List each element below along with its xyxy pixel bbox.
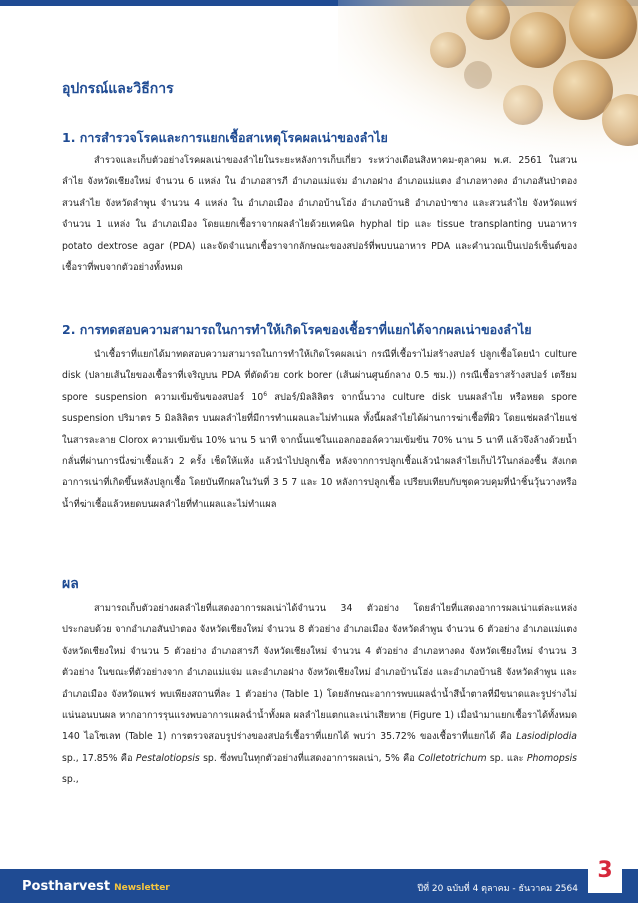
exponent-superscript: 6 — [263, 390, 268, 398]
results-paragraph — [62, 598, 577, 791]
newsletter-label: Newsletter — [114, 883, 170, 893]
results-text-sep3: sp. และ — [486, 752, 527, 764]
results-text-sep1: sp., 17.85% คือ — [62, 752, 136, 764]
results-text-sep4: sp., — [62, 774, 79, 786]
genus-colletotrichum: Colletotrichum — [418, 752, 487, 764]
genus-pestalotiopsis: Pestalotiopsis — [135, 752, 200, 764]
page-number: 3 — [588, 847, 622, 893]
results-text-sep2: sp. ซึ่งพบในทุกตัวอย่างที่แสดงอาการผลเน่า, 5% คือ — [199, 752, 419, 764]
subsection-2-title: 2. การทดสอบความสามารถในการทำให้เกิดโรคของเชื้อราที่แยกได้จากผลเน่าของลำไย — [62, 322, 532, 337]
genus-phomopsis: Phomopsis — [526, 752, 577, 764]
brand-name: Postharvest — [22, 879, 111, 894]
section-heading-results: ผล — [62, 576, 79, 592]
section-heading-methods: อุปกรณ์และวิธีการ — [62, 81, 174, 97]
subsection-1-paragraph: สำรวจและเก็บตัวอย่างโรคผลเน่าของลำไยในระยะหลังการเก็บเกี่ยว ระหว่างเดือนสิงหาคม-ตุลาคม พ.ศ. 2561 ในสวนลำไย จังหวัดเชียงใหม่ จำนวน 6 แหล่ง ใน อำเภอสารภี อำเภอแม่แจ่ม อำเภอฝาง อำเภอแม่แตง อำเภอหางดง อำเภอสันป่าตอง สวนลำไย จังหวัดลำพูน จำนวน 4 แหล่ง ใน อำเภอเมือง อำเภอบ้านโฮ่ง อำเภอบ้านธิ อำเภอป่าซาง และสวนลำไย จังหวัดแพร่ จำนวน 1 แหล่ง ใน อำเภอเมือง โดยแยกเชื้อราจากผลลำไยด้วยเทคนิค hyphal tip และ tissue transplanting บนอาหาร potato dextrose agar (PDA) และจัดจำแนกเชื้อราจากลักษณะของสปอร์ที่พบบนอาหาร PDA และคำนวณเป็นเปอร์เซ็นต์ของเชื้อราที่พบจากตัวอย่างทั้งหมด — [62, 155, 577, 274]
issue-info: ปีที่ 20 ฉบับที่ 4 ตุลาคม - ธันวาคม 2564 — [417, 884, 578, 894]
subsection-1-title: 1. การสำรวจโรคและการแยกเชื้อสาเหตุโรคผลเน่าของลำไย — [62, 130, 388, 145]
subsection-2-text-b: สปอร์/มิลลิลิตร จากนั้นวาง culture disk บนผลลำไย หรือหยด spore suspension ปริมาตร 5 มิลลิลิตร บนผลลำไยที่มีการทำแผลและไม่ทำแผล ทั้งนี้ผลลำไยได้ผ่านการฆ่าเชื้อที่ผิว โดยแช่ผลลำไยแช่ในสารละลาย Clorox ความเข้มข้น 10% นาน 5 นาที จากนั้นแช่ในแอลกอฮอล์ความเข้มข้น 70% นาน 5 นาที แล้วจึงล้างด้วยน้ำกลั่นที่ผ่านการนึ่งฆ่าเชื้อแล้ว 2 ครั้ง เช็ดให้แห้ง แล้วนำไปปลูกเชื้อ หลังจากการปลูกเชื้อแล้วนำผลลำไยเก็บไว้ในกล่องชื้น สังเกตอาการเน่าที่เกิดขึ้นหลังปลูกเชื้อ โดยบันทึกผลในวันที่ 3 5 7 และ 10 หลังการปลูกเชื้อ เปรียบเทียบกับชุดควบคุมที่นำชิ้นวุ้นวางหรือน้ำที่ฆ่าเชื้อแล้วหยดบนผลลำไยที่ทำแผลและไม่ทำแผล — [62, 391, 577, 510]
subsection-2-paragraph — [62, 344, 577, 515]
subsection-2-text-a: นำเชื้อราที่แยกได้มาทดสอบความสามารถในการทำให้เกิดโรคผลเน่า กรณีที่เชื้อราไม่สร้างสปอร์ ปลูกเชื้อโดยนำ culture disk (ปลายเส้นใยของเชื้อราที่เจริญบน PDA ที่ตัดด้วย cork borer (เส้นผ่านศูนย์กลาง 0.5 ซม.)) กรณีเชื้อราสร้างสปอร์ เตรียม spore suspension ความเข้มข้นของสปอร์ 10 — [62, 349, 577, 403]
genus-lasiodiplodia: Lasiodiplodia — [516, 731, 577, 743]
footer-bar — [0, 869, 638, 903]
results-text-a: สามารถเก็บตัวอย่างผลลำไยที่แสดงอาการผลเน่าได้จำนวน 34 ตัวอย่าง โดยลำไยที่แสดงอาการผลเน่าแต่ละแหล่ง ประกอบด้วย จากอำเภอสันป่าตอง จังหวัดเชียงใหม่ จำนวน 8 ตัวอย่าง อำเภอเมือง จังหวัดลำพูน จำนวน 6 ตัวอย่าง อำเภอแม่แตง จังหวัดเชียงใหม่ จำนวน 5 ตัวอย่าง อำเภอสารภี จังหวัดเชียงใหม่ จำนวน 4 ตัวอย่าง อำเภอหางดง จังหวัดเชียงใหม่ จำนวน 3 ตัวอย่าง ในขณะที่ตัวอย่างจาก อำเภอแม่แจ่ม และอำเภอฝาง จังหวัดเชียงใหม่ อำเภอบ้านโฮ่ง และอำเภอบ้านธิ จังหวัดลำพูน และอำเภอเมือง จังหวัดแพร่ พบเพียงสถานที่ละ 1 ตัวอย่าง (Table 1) โดยลักษณะอาการพบแผลฉ่ำน้ำสีน้ำตาลที่มีขนาดและรูปร่างไม่แน่นอนบนผล หากอาการรุนแรงพบอาการแผลฉ่ำน้ำทั้งผล ผลลำไยแตกและเน่าเสียหาย (Figure 1) เมื่อนำมาแยกเชื้อราได้ทั้งหมด 140 ไอโซเลท (Table 1) การตรวจสอบรูปร่างของสปอร์เชื้อราที่แยกได้ พบว่า 35.72% ของเชื้อราที่แยกได้ คือ — [62, 603, 577, 743]
footer-brand — [22, 879, 170, 894]
